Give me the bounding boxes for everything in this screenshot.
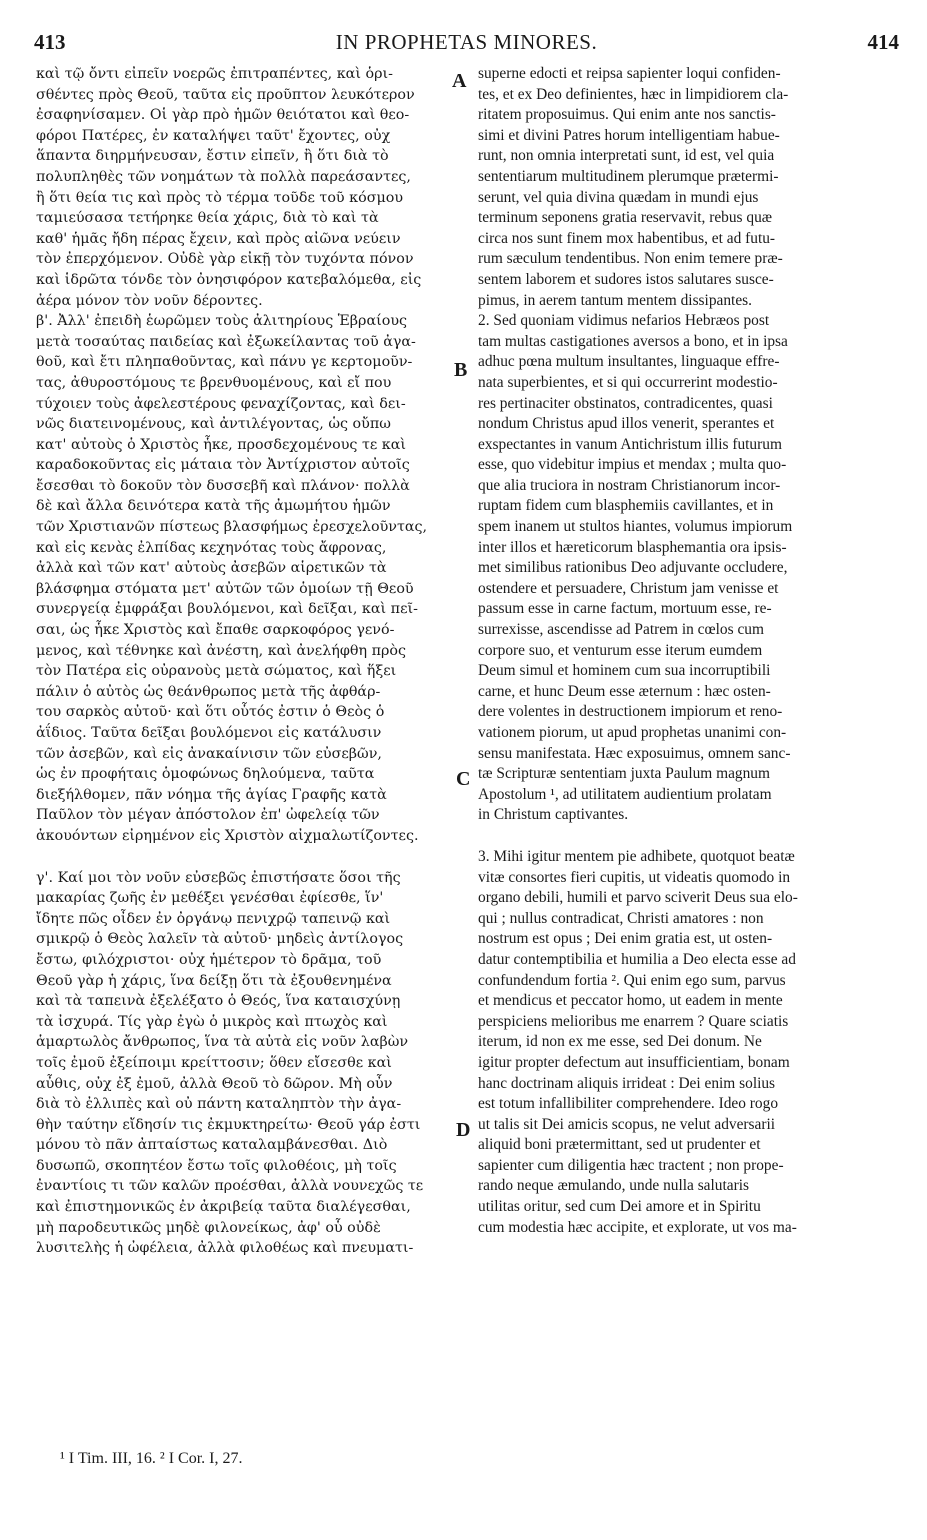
text-line: qui ; nullus contradicat, Christi amatores : non [478, 909, 764, 927]
text-line: τὸν ἐπερχόμενον. Οὐδὲ γὰρ εἰκῇ τὸν τυχόντα πόνον [36, 251, 414, 268]
text-line: confundendum fortia ². Qui enim ego sum, parvus [478, 971, 786, 989]
text-line: διεξήλθομεν, πᾶν νόημα τῆς ἁγίας Γραφῆς κατὰ [36, 786, 387, 803]
text-line: καὶ τῷ ὄντι εἰπεῖν νοερῶς ἐπιτραπέντες, καὶ ὁρι- [36, 66, 393, 82]
greek-paragraph-1 [36, 64, 454, 311]
text-line: ritatem proposuimus. Qui enim ante nos sanctis- [478, 106, 776, 124]
text-line: serunt, vel quia divina quædam in mundi ejus [478, 188, 759, 206]
text-line: τὰ ἰσχυρά. Τίς γὰρ ἐγὼ ὁ μικρὸς καὶ πτωχὸς καὶ [36, 1013, 388, 1030]
text-line: spem inanem ut stultos hiantes, volumus impiorum [478, 518, 793, 536]
text-line: ἐναντίοις τι τῶν καλῶν προέσθαι, ἀλλὰ νουνεχῶς τε [36, 1178, 424, 1195]
text-line: exspectantes in vanum Antichristum illis futurum [478, 435, 782, 453]
greek-paragraph-3 [36, 868, 454, 1259]
text-line: vitæ consortes fieri cupitis, ut videatis quomodo in [478, 868, 791, 886]
text-line: ut talis sit Dei amicis scopus, ne velut adversarii [478, 1115, 776, 1133]
text-line: ἀέρα μόνον τὸν νοῦν δέροντες. [36, 292, 263, 309]
text-line: ruptam fidem cum blasphemiis cavillantes, et in [478, 497, 774, 515]
text-line: μετὰ τοσαύτας παιδείας καὶ ἐξωκείλαντας τοῦ ἀγα- [36, 333, 416, 350]
latin-paragraph-1 [478, 64, 896, 311]
left-page-number: 413 [34, 30, 66, 54]
text-line: aliquid boni prætermittant, sed ut prudenter et [478, 1136, 761, 1154]
text-line: καὶ ἱδρῶτα τόνδε τὸν ὀνησιφόρον κατεβαλόμεθα, εἰς [36, 271, 422, 288]
text-line: nondum Christus apud illos venerit, sperantes et [478, 415, 775, 433]
text-line: passum esse in carne factum, mortuum esse, re- [478, 600, 772, 618]
text-line: μόνου τὸ πᾶν ἀπταίστως καταλαμβάνεσθαι. Διὸ [36, 1137, 388, 1154]
text-line: ἐσαφηνίσαμεν. Οἱ γὰρ πρὸ ἡμῶν θειότατοι καὶ θεο- [36, 107, 410, 124]
text-line: pimus, in aerem tantum mentem dissipantes. [478, 291, 752, 309]
text-line: ἔσεσθαι τὸ δοκοῦν τὸν δυσσεβῆ καὶ πλάνον· πολλὰ [36, 477, 410, 494]
text-line: organo debili, humili et parvo sciverit Deus sua elo- [478, 889, 798, 907]
text-line: rum sæculum tendentibus. Non enim temere præ- [478, 250, 783, 268]
text-line: 3. Mihi igitur mentem pie adhibete, quotquot beatæ [478, 847, 795, 865]
text-line: que alia truciora in nostram Christianorum incor- [478, 476, 781, 494]
text-line: tes, et ex Deo definientes, hæc in limpidiorem cla- [478, 85, 789, 103]
text-line: igitur propter defectum aut insufficientiam, bonam [478, 1053, 790, 1071]
text-line: τὸν Πατέρα εἰς οὐρανοὺς μετὰ σώματος, καὶ ἥξει [36, 663, 397, 680]
text-line: sapienter cum diligentia hæc tractent ; non prope- [478, 1156, 784, 1174]
text-line: sententiarum multitudinem plerumque prætermi- [478, 167, 779, 185]
text-line: nata superbientes, et si qui occurrerint modestio- [478, 373, 778, 391]
text-line: ταμιεύσασα τετήρηκε θεία χάρις, διὰ τὸ καὶ τὰ [36, 210, 379, 227]
text-line: φόροι Πατέρες, ἐν καταλήψει ταῦτ' ἔχοντες, οὐχ [36, 127, 391, 144]
text-line: met similibus rationibus Deo adjuvante occludere, [478, 559, 788, 577]
text-line: Θεοῦ γὰρ ἡ χάρις, ἵνα δείξῃ ὅτι τὰ ἐξουθενημένα [36, 972, 392, 989]
latin-paragraph-2 [478, 311, 896, 826]
text-line: ἢ ὅτι θεία τις καὶ πρὸς τὸ τέρμα τοῦδε τοῦ κόσμου [36, 189, 404, 206]
text-line: dere volentes in destructionem impiorum et reno- [478, 703, 783, 721]
text-line: ὡς ἐν προφήταις ὁμοφώνως δηλούμενα, ταῦτα [36, 766, 375, 783]
text-line: γ'. Καί μοι τὸν νοῦν εὐσεβῶς ἐπιστήσατε ὅσοι τῆς [36, 869, 401, 886]
text-line: surrexisse, ascendisse ad Patrem in cœlos cum [478, 621, 764, 639]
text-line: ἔστω, φιλόχριστοι· οὐχ ἡμέτερον τὸ δρᾶμα, τοῦ [36, 951, 382, 968]
text-line: Deum simul et hominem cum sua incorruptibili [478, 662, 771, 680]
text-line: circa nos sunt finem mox habentibus, et ad futu- [478, 229, 776, 247]
text-line: corpore suo, et venturum esse iterum eumdem [478, 641, 763, 659]
text-line: καθ' ἡμᾶς ἤδη πέρας ἔχειν, καὶ πρὸς αἰῶνα νεύειν [36, 230, 401, 247]
text-line: β'. Ἀλλ' ἐπειδὴ ἑωρῶμεν τοὺς ἀλιτηρίους Ἑβραίους [36, 313, 408, 330]
text-line: λυσιτελὴς ἡ ὠφέλεια, ἀλλὰ φιλοθέως καὶ πνευματι- [36, 1240, 414, 1257]
text-line: adhuc pœna multum insultantes, linguaque effre- [478, 353, 780, 371]
text-line: κατ' αὐτοὺς ὁ Χριστὸς ἧκε, προσδεχομένους τε καὶ [36, 436, 406, 453]
text-line: sensu manifestata. Hæc exposuimus, omnem sanc- [478, 744, 791, 762]
section-marker-c: C [456, 768, 471, 790]
text-line: res pertinaciter obstinatos, contradicentes, quasi [478, 394, 773, 412]
text-line: νῶς διατεινομένους, καὶ ἀντιλέγοντας, ὡς οὔπω [36, 416, 391, 433]
text-line: θοῦ, καὶ ἔτι πληπαθοῦντας, καὶ πάνυ γε κερτομοῦν- [36, 354, 413, 371]
text-line: ἀκουόντων εἰρημένον εἰς Χριστὸν αἰχμαλωτίζοντες. [36, 827, 419, 844]
text-line: iterum, id non ex me esse, sed Dei donum. Ne [478, 1033, 762, 1051]
text-line: ostendere et persuadere, Christum jam venisse et [478, 579, 779, 597]
text-line: sentem laborem et sudores istos salutares susce- [478, 270, 774, 288]
footnotes: ¹ I Tim. III, 16. ² I Cor. I, 27. [60, 1450, 243, 1467]
text-line: σμικρῷ ὁ Θεὸς λαλεῖν τὰ αὐτοῦ· μηδεὶς ἀντίλογος [36, 931, 404, 948]
text-line: in Christum captivantes. [478, 806, 629, 824]
text-line: inter illos et hæreticorum blasphemantia ora ipsis- [478, 538, 787, 556]
text-line: Παῦλον τὸν μέγαν ἀπόστολον ἐπ' ὠφελείᾳ τῶν [36, 807, 380, 824]
text-line: tam multas castigationes aversos a bono, et in ipsa [478, 332, 788, 350]
text-line: θὴν ταύτην εἴδησίν τις ἐκμυκτηρείτω· Θεοῦ γάρ ἐστι [36, 1116, 421, 1133]
text-line: ἅπαντα διηρμήνευσαν, ἔστιν εἰπεῖν, ἢ ὅτι διὰ τὸ [36, 148, 389, 165]
greek-paragraph-2 [36, 311, 454, 846]
text-line: esse, quo videbitur impius et mendax ; multa quo- [478, 456, 787, 474]
paragraph-gap [36, 847, 454, 868]
text-line: nostrum est opus ; Dei enim gratia est, ut osten- [478, 930, 773, 948]
text-line: διὰ τὸ ἐλλιπὲς καὶ οὐ πάντη καταληπτὸν τὴν ἀγα- [36, 1096, 402, 1113]
greek-column [36, 64, 454, 1259]
section-marker-a: A [452, 70, 467, 92]
text-line: est totum infallibiliter comprehendere. Ideo rogo [478, 1095, 779, 1113]
text-line: μὴ παροδευτικῶς μηδὲ φιλονείκως, ἀφ' οὗ οὐδὲ [36, 1219, 381, 1236]
text-line: vationem piorum, ut apud prophetas unanimi con- [478, 724, 787, 741]
text-line: καὶ ἐπιστημονικῶς ἐν ἀκριβείᾳ ταῦτα διαλέγεσθαι, [36, 1199, 411, 1216]
text-line: perspiciens melioribus me enarrem ? Quare sciatis [478, 1012, 789, 1030]
section-marker-d: D [456, 1119, 471, 1141]
text-line: καὶ τὰ ταπεινὰ ἐξελέξατο ὁ Θεός, ἵνα καταισχύνῃ [36, 993, 401, 1010]
text-line: et mendicus et peccator homo, ut eadem in mente [478, 992, 783, 1010]
text-line: ἀΐδιος. Ταῦτα δεῖξαι βουλόμενοι εἰς κατάλυσιν [36, 725, 382, 741]
text-line: τῶν ἀσεβῶν, καὶ εἰς ἀνακαίνισιν τῶν εὐσεβῶν, [36, 745, 382, 762]
text-line: πολυπληθὲς τῶν νοημάτων τὰ πολλὰ παρεάσαντες, [36, 168, 411, 185]
text-line: συνεργείᾳ ἐμφράξαι βουλόμενοι, καὶ δεῖξαι, καὶ πεῖ- [36, 601, 418, 618]
latin-column [478, 64, 896, 1238]
text-line: cum modestia hæc accipite, et explorate, ut vos ma- [478, 1218, 797, 1236]
text-line: utilitas oritur, sed cum Dei amore et in Spiritu [478, 1198, 761, 1216]
text-line: 2. Sed quoniam vidimus nefarios Hebræos post [478, 312, 770, 330]
text-line: δὲ καὶ ἄλλα δεινότερα κατὰ τῆς ἀμωμήτου ἡμῶν [36, 498, 391, 515]
text-line: terminum seponens gratia reservavit, rebus quæ [478, 209, 773, 227]
text-line: hanc doctrinam aliquis irrideat : Dei enim solius [478, 1074, 776, 1092]
right-page-number: 414 [867, 30, 899, 54]
text-line: σθέντες πρὸς Θεοῦ, ταῦτα εἰς προῦπτον λευκότερον [36, 86, 415, 103]
text-line: καραδοκοῦντας εἰς μάταια τὸν Ἀντίχριστον αὐτοῖς [36, 457, 410, 474]
text-line: superne edocti et reipsa sapienter loqui confiden- [478, 65, 781, 82]
text-line: ἀλλὰ καὶ τῶν κατ' αὐτοὺς ἀσεβῶν αἱρετικῶν τὰ [36, 560, 387, 577]
page-header [34, 30, 899, 60]
text-line: μενος, καὶ τέθνηκε καὶ ἀνέστη, καὶ ἀνελήφθη πρὸς [36, 642, 406, 659]
text-line: μακαρίας ζωῆς ἐν μεθέξει γενέσθαι ἐφίεσθε, ἵν' [36, 890, 384, 907]
text-line: βλάσφημα στόματα μετ' αὐτῶν τῶν ὁμοίων τῇ Θεοῦ [36, 580, 414, 597]
text-line: tæ Scripturæ sententiam juxta Paulum magnum [478, 765, 770, 783]
text-line: simi et divini Patres horum intelligentiam habue- [478, 126, 780, 144]
text-line: rando neque æmulando, unde nulla salutaris [478, 1177, 749, 1195]
text-line: πάλιν ὁ αὐτὸς ὡς θεάνθρωπος μετὰ τῆς ἀφθάρ- [36, 683, 381, 700]
paragraph-gap [478, 826, 896, 847]
text-line: καὶ εἰς κενὰς ἐλπίδας κεχηνότας τοὺς ἄφρονας, [36, 539, 387, 556]
text-line: datur contemptibilia et humilia a Deo electa esse ad [478, 950, 796, 968]
section-marker-b: B [454, 359, 468, 381]
text-line: αὖθις, οὐχ ἐξ ἐμοῦ, ἀλλὰ Θεοῦ τὸ δῶρον. Μὴ οὖν [36, 1075, 393, 1092]
text-line: ἁμαρτωλὸς ἄνθρωπος, ἵνα τὰ αὐτὰ εἰς νοῦν λαβὼν [36, 1034, 409, 1051]
text-line: δυσωπῶ, σκοπητέον ἔστω τοῖς φιλοθέοις, μὴ τοῖς [36, 1157, 397, 1174]
text-line: τύχοιεν τοὺς ἀφελεστέρους φεναχίζοντας, καὶ δει- [36, 395, 406, 412]
text-line: τας, ἀθυροστόμους τε βρενθυομένους, καὶ εἴ που [36, 374, 392, 391]
text-line: τοῖς ἐμοῦ ἐξείποιμι κρείττοσιν; ὅθεν εἴσεσθε καὶ [36, 1054, 392, 1071]
text-line: carne, et hunc Deum esse æternum : hæc osten- [478, 682, 771, 700]
text-line: τῶν Χριστιανῶν πίστεως βλασφήμως ἐρεσχελοῦντας, [36, 519, 428, 536]
text-line: του σαρκὸς αὐτοῦ· καὶ ὅτι οὗτός ἐστιν ὁ Θεὸς ὁ [36, 704, 385, 721]
latin-paragraph-3 [478, 847, 896, 1238]
text-line: runt, non omnia interpretati sunt, id est, vel quia [478, 147, 775, 165]
text-line: ἴδητε πῶς οἶδεν ἐν ὀργάνῳ πενιχρῷ ταπεινῷ καὶ [36, 910, 391, 927]
text-line: σαι, ὡς ἧκε Χριστὸς καὶ ἔπαθε σαρκοφόρος γενό- [36, 622, 395, 639]
text-line: Apostolum ¹, ad utilitatem audientium prolatam [478, 785, 772, 803]
running-title: IN PROPHETAS MINORES. [335, 30, 598, 54]
